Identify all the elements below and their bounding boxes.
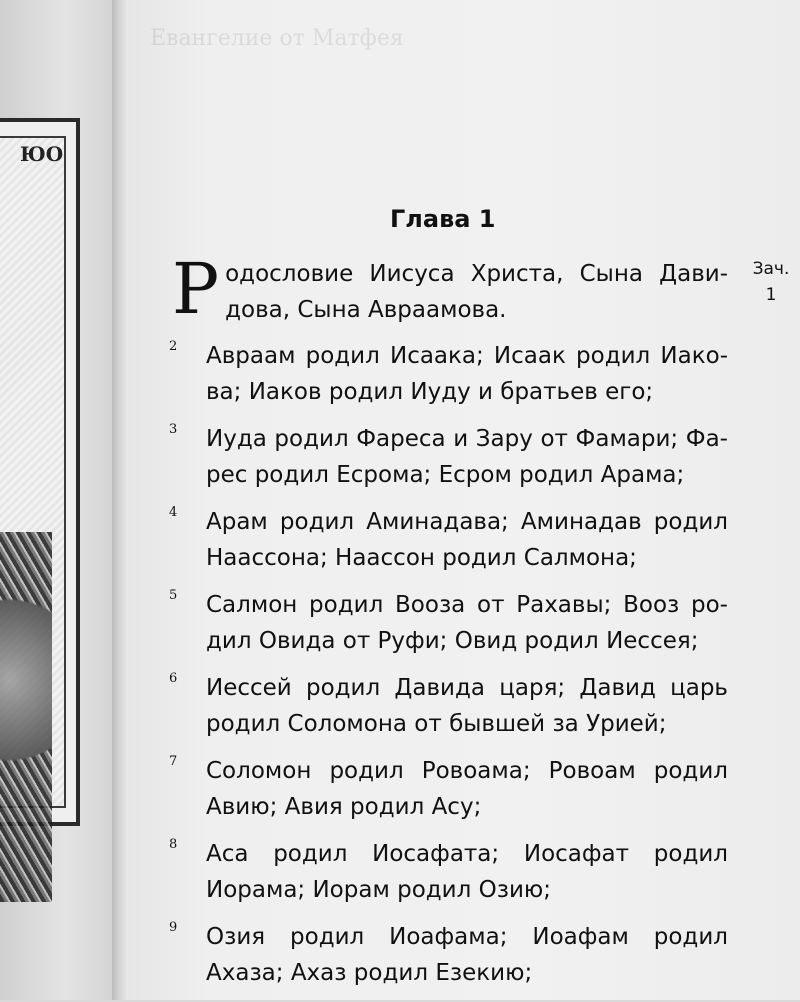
scripture-text	[168, 248, 728, 1002]
reading-marker-number: 1	[765, 285, 777, 305]
verse-number: 9	[169, 920, 178, 935]
verse-line: Авраам родил Исаака; Исаак родил Иако-	[206, 343, 728, 369]
verse-1	[168, 248, 728, 330]
reading-marker-label: Зач.	[752, 259, 790, 279]
chapter-title: Глава 1	[390, 205, 496, 233]
verse-line: дил Овида от Руфи; Овид родил Иессея;	[206, 628, 699, 654]
verse-line: одословие Иисуса Христа, Сына Дави-	[225, 261, 728, 287]
verse-line: Аса родил Иосафата; Иосафат родил	[206, 841, 728, 867]
left-page	[0, 0, 118, 1000]
verse-number: 3	[169, 422, 178, 437]
illustration-lettering: ЮО	[20, 142, 64, 166]
verse-line: Ахаза; Ахаз родил Езекию;	[206, 960, 533, 986]
verse-2	[168, 338, 728, 410]
book-illustration	[0, 118, 80, 826]
verse-3	[168, 421, 728, 493]
verse-line: рес родил Есрома; Есром родил Арама;	[206, 462, 685, 488]
reading-marker	[746, 256, 796, 308]
verse-7	[168, 753, 728, 825]
verse-line: дова, Сына Авраамова.	[225, 297, 507, 323]
verse-9	[168, 919, 728, 991]
verse-line: Иессей родил Давида царя; Давид царь	[206, 675, 728, 701]
verse-line: Наассона; Наассон родил Салмона;	[206, 545, 637, 571]
verse-8	[168, 836, 728, 908]
verse-number: 8	[169, 837, 178, 852]
verse-line: Арам родил Аминадава; Аминадав родил	[206, 509, 728, 535]
verse-5	[168, 587, 728, 659]
verse-line: Иуда родил Фареса и Зару от Фамари; Фа-	[206, 426, 728, 452]
verse-line: Иорама; Иорам родил Озию;	[206, 877, 552, 903]
verse-4	[168, 504, 728, 576]
verse-line: родил Соломона от бывшей за Урией;	[206, 711, 667, 737]
verse-line: ва; Иаков родил Иуду и братьев его;	[206, 379, 654, 405]
verse-number: 4	[169, 505, 178, 520]
verse-line: Салмон родил Вооза от Рахавы; Вооз ро-	[206, 592, 728, 618]
verse-line: Озия родил Иоафама; Иоафам родил	[206, 924, 728, 950]
verse-line: Соломон родил Ровоама; Ровоам родил	[206, 758, 728, 784]
verse-number: 7	[169, 754, 178, 769]
verse-line: Авию; Авия родил Асу;	[206, 794, 482, 820]
verse-number: 6	[169, 671, 178, 686]
verse-6	[168, 670, 728, 742]
verse-number: 2	[169, 339, 178, 354]
verse-number: 5	[169, 588, 178, 603]
illustration-artwork	[0, 532, 52, 902]
drop-cap: Р	[172, 248, 220, 330]
